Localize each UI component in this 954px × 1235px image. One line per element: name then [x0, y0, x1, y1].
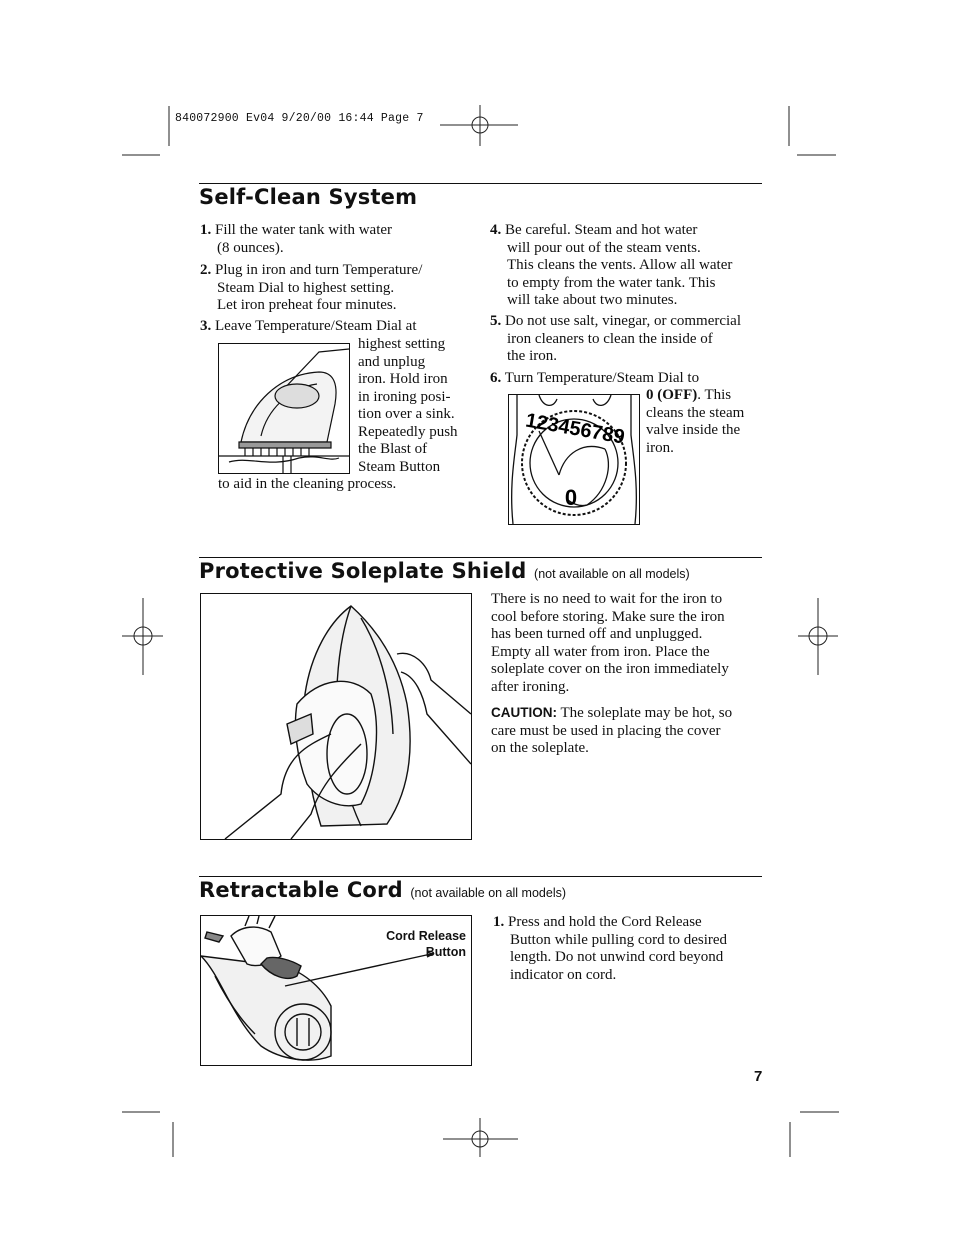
self-clean-step-3-wrap [358, 336, 458, 476]
section-rule [199, 876, 762, 877]
step-line: Button while pulling cord to desired [510, 931, 728, 948]
page-number: 7 [754, 1068, 763, 1085]
cord-release-callout [386, 928, 466, 960]
step-line: Plug in iron and turn Temperature/ [215, 262, 423, 278]
step-line: tion over a sink. [358, 406, 455, 422]
iron-drawing [219, 344, 349, 473]
step-line: and unplug [358, 353, 426, 370]
section-title-self-clean: Self-Clean System [199, 185, 418, 209]
soleplate-caution [491, 704, 732, 758]
paragraph-line: cool before storing. Make sure the iron [491, 608, 725, 625]
step-line: the Blast of [358, 441, 428, 457]
step-line: iron cleaners to clean the inside of [507, 330, 713, 347]
step-line: This cleans the vents. Allow all water [507, 257, 733, 273]
step-line: Turn Temperature/Steam Dial to [504, 370, 700, 386]
paragraph-line: after ironing. [491, 678, 570, 695]
step-line: length. Do not unwind cord beyond [510, 949, 724, 965]
self-clean-step-3 [200, 318, 417, 336]
temperature-dial-illustration [508, 394, 640, 525]
callout-line: Cord Release [386, 929, 466, 943]
section-rule [199, 183, 762, 184]
step-line: Repeatedly push [358, 423, 458, 440]
self-clean-step-3-last: to aid in the cleaning process. [218, 476, 397, 492]
cord-release-illustration [200, 915, 472, 1066]
cord-availability-note: (not available on all models) [410, 886, 567, 900]
self-clean-step-1 [200, 222, 392, 257]
section-title-cord [199, 878, 566, 902]
section-rule [199, 557, 762, 558]
self-clean-step-2 [200, 262, 422, 315]
caution-line: The soleplate may be hot, so [560, 705, 733, 721]
step-line: Leave Temperature/Steam Dial at [215, 318, 417, 334]
step-number: 5. [490, 313, 502, 329]
step-number: 6. [490, 370, 502, 386]
step-line: valve inside the [646, 422, 741, 438]
step-line: Fill the water tank with water [215, 222, 393, 238]
step-line: the iron. [507, 348, 557, 364]
soleplate-cover-illustration [200, 593, 472, 840]
soleplate-paragraph [491, 591, 729, 696]
step-number: 4. [490, 222, 502, 238]
paragraph-line: has been turned off and unplugged. [491, 626, 703, 642]
dial-zero: 0 [564, 485, 578, 510]
print-slug: 840072900 Ev04 9/20/00 16:44 Page 7 [175, 112, 424, 125]
step-line: Do not use salt, vinegar, or commercial [505, 313, 741, 329]
step-line: Be careful. Steam and hot water [505, 222, 698, 238]
step-line: iron. Hold iron [358, 371, 448, 387]
step-number: 2. [200, 262, 212, 278]
caution-label: CAUTION: [491, 705, 557, 720]
self-clean-step-5 [490, 313, 741, 366]
caution-line: care must be used in placing the cover [491, 722, 721, 739]
step-line: highest setting [358, 336, 446, 352]
step-line: will pour out of the steam vents. [507, 239, 701, 256]
step-line: iron. [646, 439, 674, 456]
self-clean-step-4 [490, 222, 732, 310]
step-line: Steam Dial to highest setting. [217, 279, 395, 296]
cord-step-1 [493, 914, 727, 984]
self-clean-step-6 [490, 370, 699, 388]
off-setting-label: 0 (OFF) [646, 387, 698, 403]
callout-line: Button [425, 945, 466, 959]
soleplate-title: Protective Soleplate Shield [199, 559, 527, 583]
step-number: 1. [200, 222, 212, 238]
step-number: 3. [200, 318, 212, 334]
self-clean-step-6-wrap [646, 387, 744, 457]
step-line: in ironing posi- [358, 388, 451, 405]
section-title-soleplate [199, 559, 690, 583]
step-line: indicator on cord. [510, 966, 617, 983]
iron-over-sink-illustration [218, 343, 350, 474]
step-line: Steam Button [358, 458, 441, 475]
iron-cover-drawing [201, 594, 471, 839]
paragraph-line: Empty all water from iron. Place the [491, 643, 710, 660]
dial-drawing [509, 395, 639, 524]
step-line: Press and hold the Cord Release [508, 914, 702, 930]
paragraph-line: There is no need to wait for the iron to [491, 591, 723, 607]
step-line: will take about two minutes. [507, 292, 678, 308]
step-line: (8 ounces). [217, 239, 284, 256]
step-line: to empty from the water tank. This [507, 274, 716, 291]
paragraph-line: soleplate cover on the iron immediately [491, 661, 729, 677]
step-line: . This [697, 387, 732, 403]
dial-numbers: 123456789 [523, 409, 627, 449]
caution-line: on the soleplate. [491, 740, 589, 756]
step-line: Let iron preheat four minutes. [217, 297, 397, 313]
step-line: cleans the steam [646, 404, 745, 421]
soleplate-availability-note: (not available on all models) [534, 567, 690, 581]
cord-title: Retractable Cord [199, 878, 403, 902]
step-number: 1. [493, 914, 505, 930]
